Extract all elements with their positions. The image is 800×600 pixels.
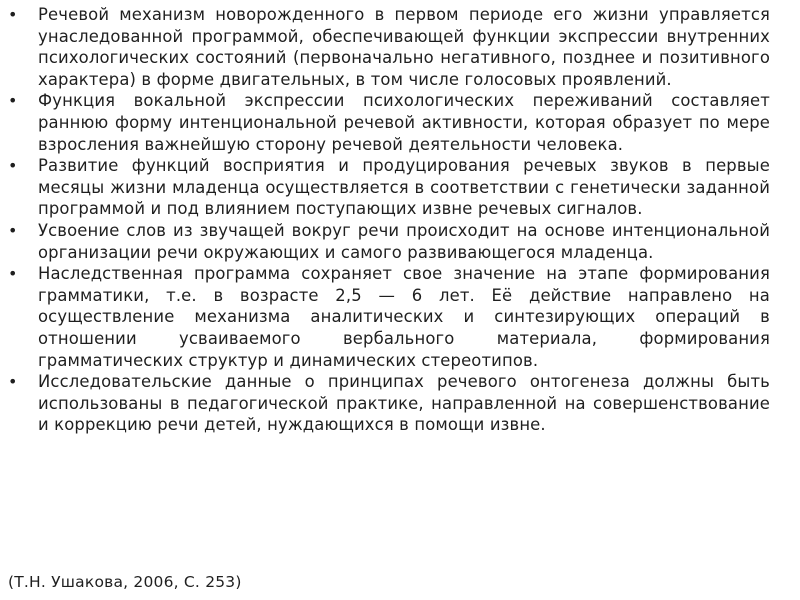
citation: (Т.Н. Ушакова, 2006, С. 253) bbox=[8, 573, 242, 591]
paragraph-text: Речевой механизм новорожденного в первом периоде его жизни управляется унаследованной программой, обеспечивающей функции экспрессии внутренних психологических состояний (первоначально негативного, позднее и позитивного характера) в форме двигательных, в том числе голосовых проявлений. bbox=[38, 5, 770, 89]
paragraph-text: Развитие функций восприятия и продуцирования речевых звуков в первые месяцы жизни младенца осуществляется в соответствии с генетически заданной программой и под влиянием поступающих извне речевых сигналов. bbox=[38, 156, 770, 219]
bullet-icon: • bbox=[8, 156, 18, 176]
list-item bbox=[0, 371, 800, 436]
paragraph-text: Усвоение слов из звучащей вокруг речи происходит на основе интенциональной организации речи окружающих и самого развивающегося младенца. bbox=[38, 220, 770, 262]
paragraph-text: Исследовательские данные о принципах речевого онтогенеза должны быть использованы в педагогической практике, направленной на совершенствование и коррекцию речи детей, нуждающихся в помощи извне. bbox=[38, 372, 770, 435]
bullet-icon: • bbox=[8, 91, 18, 111]
list-item bbox=[0, 263, 800, 371]
list-item bbox=[0, 155, 800, 220]
list-item bbox=[0, 220, 800, 263]
paragraph-text: Функция вокальной экспрессии психологических переживаний составляет раннюю форму интенциональной речевой активности, которая образует по мере взросления важнейшую сторону речевой деятельности человека. bbox=[38, 91, 770, 154]
bullet-icon: • bbox=[8, 372, 18, 392]
paragraph-text: Наследственная программа сохраняет свое значение на этапе формирования грамматики, т.е. в возрасте 2,5 — 6 лет. Её действие направлено на осуществление механизма аналитических и синтезирующих операций в отношении усваиваемого вербального материала, формирования грамматических структур и динамических стереотипов. bbox=[38, 264, 770, 370]
bullet-icon: • bbox=[8, 220, 18, 240]
list-item bbox=[0, 90, 800, 155]
bullet-icon: • bbox=[8, 5, 18, 24]
bullet-icon: • bbox=[8, 264, 18, 284]
list-item bbox=[0, 4, 800, 90]
bullet-list bbox=[0, 4, 800, 436]
